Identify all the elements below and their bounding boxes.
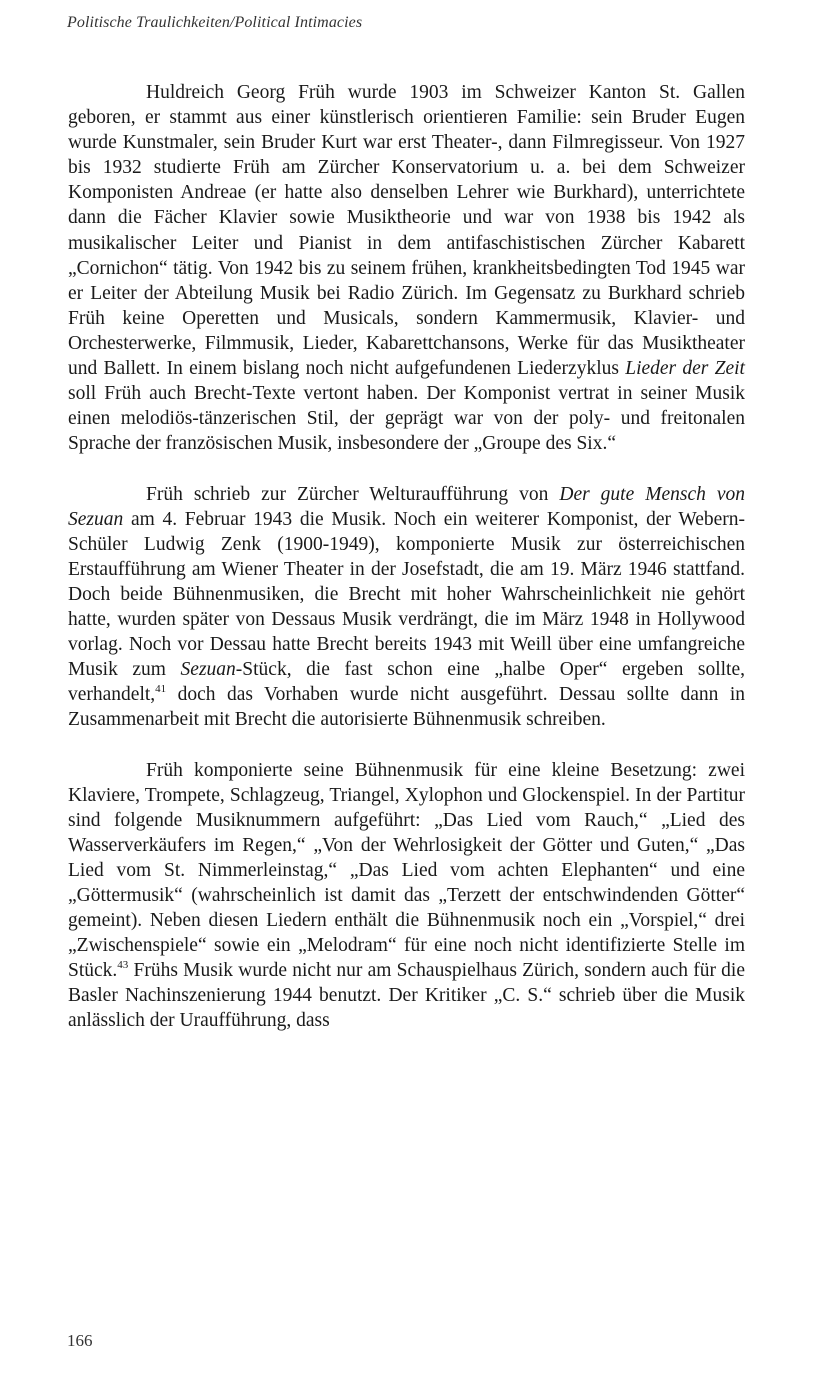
body-text <box>68 80 745 1059</box>
running-head: Politische Traulichkeiten/Political Intimacies <box>67 14 363 31</box>
italic-title: Sezuan <box>180 659 236 681</box>
italic-title: Lieder der Zeit <box>625 358 745 380</box>
paragraph <box>68 80 745 456</box>
footnote-ref: 41 <box>155 683 167 696</box>
text-run: Früh schrieb zur Zürcher Welturaufführung von <box>146 483 560 505</box>
text-run: am 4. Februar 1943 die Musik. Noch ein weiterer Komponist, der Webern-Schüler Ludwig Zenk (1900-1949), komponierte Musik zur österreichischen Erstaufführung am Wiener Theater in der Josefstadt, die am 19. März 1946 stattfand. Doch beide Bühnenmusiken, die Brecht mit hoher Wahrscheinlichkeit nie gehört hatte, wurden später von Dessaus Musik verdrängt, die im März 1948 in Hollywood vorlag. Noch vor Dessau hatte Brecht bereits 1943 mit Weill über eine umfangreiche Musik zum <box>68 508 745 681</box>
text-run: soll Früh auch Brecht-Texte vertont haben. Der Komponist vertrat in seiner Musik einen melodiös-tänzerischen Stil, der geprägt war von der poly- und freitonalen Sprache der französischen Musik, insbesondere der „Groupe des Six.“ <box>68 383 745 455</box>
page-number: 166 <box>67 1331 93 1350</box>
text-run: Frühs Musik wurde nicht nur am Schauspielhaus Zürich, sondern auch für die Basler Nachinszenierung 1944 benutzt. Der Kritiker „C. S.“ schrieb über die Musik anlässlich der Uraufführung, dass <box>68 960 745 1032</box>
text-run: Früh komponierte seine Bühnenmusik für eine kleine Besetzung: zwei Klaviere, Trompete, Schlagzeug, Triangel, Xylophon und Glockenspiel. In der Partitur sind folgende Musiknummern aufgeführt: „Das Lied vom Rauch,“ „Lied des Wasserverkäufers im Regen,“ „Von der Wehrlosigkeit der Götter und Guten,“ „Das Lied vom St. Nimmerleinstag,“ „Das Lied vom achten Elephanten“ und eine „Göttermusik“ (wahrscheinlich ist damit das „Terzett der entschwindenden Götter“ gemeint). Neben diesen Liedern enthält die Bühnenmusik noch ein „Vorspiel,“ drei „Zwischenspiele“ sowie ein „Melodram“ für eine noch nicht identifizierte Stelle im Stück. <box>68 759 745 982</box>
paragraph <box>68 758 745 1034</box>
footnote-ref: 43 <box>117 959 129 972</box>
text-run: -Stück, die fast schon eine „halbe Oper“ ergeben sollte, verhandelt, <box>68 659 746 706</box>
paragraph <box>68 482 745 733</box>
text-run: doch das Vorhaben wurde nicht ausgeführt. Dessau sollte dann in Zusammenarbeit mit Brecht die autorisierte Bühnenmusik schreiben. <box>68 684 745 731</box>
italic-title: Der gute Mensch von Sezuan <box>68 483 745 530</box>
text-run: Huldreich Georg Früh wurde 1903 im Schweizer Kanton St. Gallen geboren, er stammt aus einer künstlerisch orientieren Familie: sein Bruder Eugen wurde Kunstmaler, sein Bruder Kurt war erst Theater-, dann Filmregisseur. Von 1927 bis 1932 studierte Früh am Zürcher Konservatorium u. a. bei dem Schweizer Komponisten Andreae (er hatte also denselben Lehrer wie Burkhard), unterrichtete dann die Fächer Klavier sowie Musiktheorie und war von 1938 bis 1942 als musikalischer Leiter und Pianist in dem antifaschistischen Zürcher Kabarett „Cornichon“ tätig. Von 1942 bis zu seinem frühen, krankheitsbedingten Tod 1945 war er Leiter der Abteilung Musik bei Radio Zürich. Im Gegensatz zu Burkhard schrieb Früh keine Operetten und Musicals, sondern Kammermusik, Klavier- und Orchesterwerke, Filmmusik, Lieder, Kabarettchansons, Werke für das Musiktheater und Ballett. In einem bislang noch nicht aufgefundenen Liederzyklus <box>68 82 745 380</box>
